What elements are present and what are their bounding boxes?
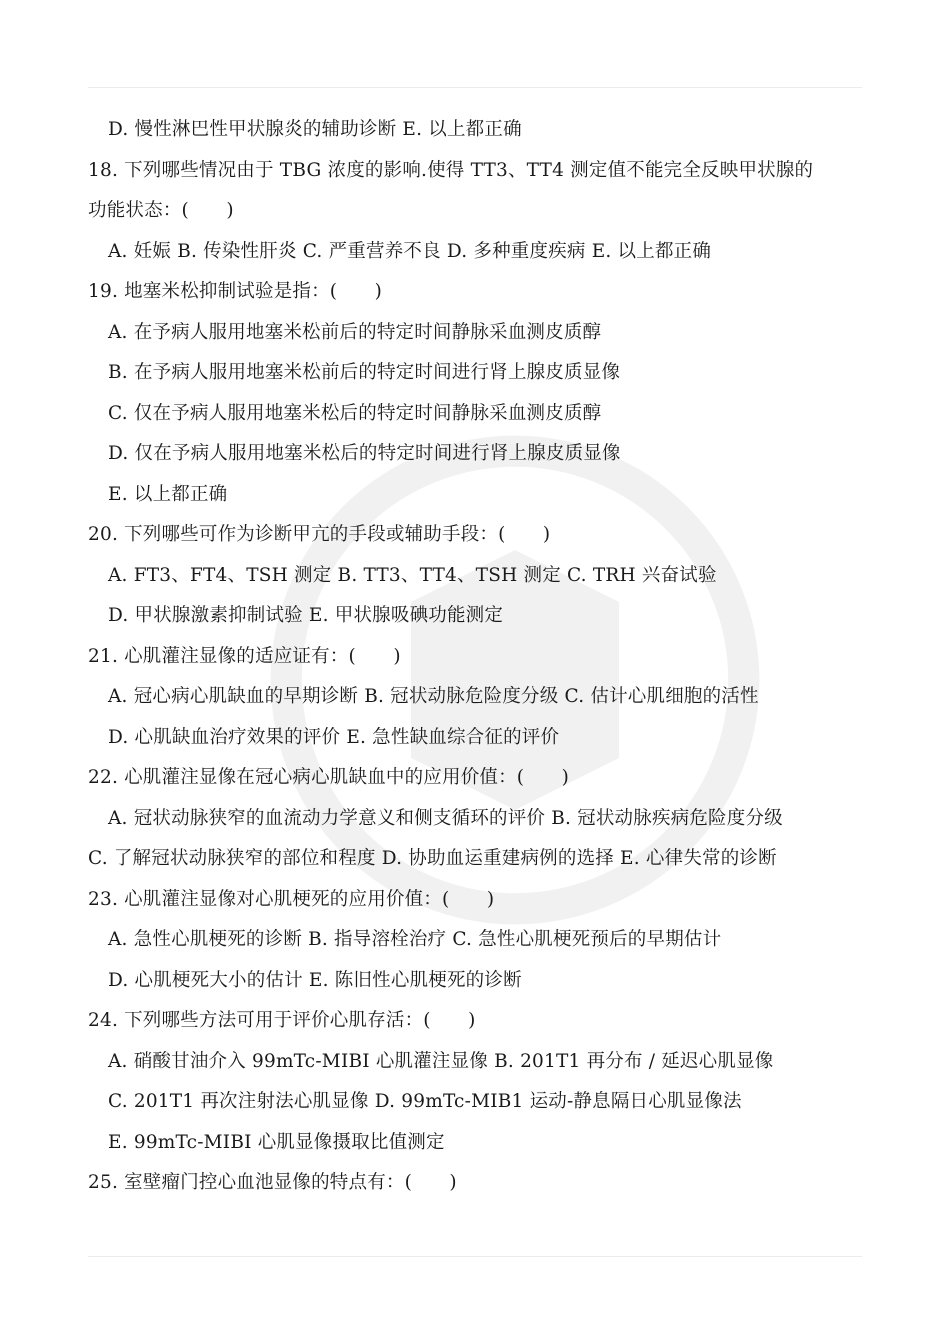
text-line: 22. 心肌灌注显像在冠心病心肌缺血中的应用价值：( ) (88, 767, 570, 788)
text-line: 24. 下列哪些方法可用于评价心肌存活：( ) (88, 1010, 476, 1031)
text-line: E. 99mTc-MIBI 心肌显像摄取比值测定 (108, 1131, 445, 1153)
text-line: B. 在予病人服用地塞米松前后的特定时间进行肾上腺皮质显像 (108, 362, 621, 383)
text-line: 18. 下列哪些情况由于 TBG 浓度的影响.使得 TT3、TT4 测定值不能完全反映甲状腺的 (88, 159, 814, 181)
text-line: A. 冠心病心肌缺血的早期诊断 B. 冠状动脉危险度分级 C. 估计心肌细胞的活性 (108, 686, 759, 707)
footer-rule (88, 1256, 862, 1257)
text-line: A. 妊娠 B. 传染性肝炎 C. 严重营养不良 D. 多种重度疾病 E. 以上都正确 (108, 240, 712, 262)
text-line: C. 仅在予病人服用地塞米松后的特定时间静脉采血测皮质醇 (108, 402, 602, 424)
text-line: 21. 心肌灌注显像的适应证有：( ) (88, 645, 401, 667)
text-line: D. 慢性淋巴性甲状腺炎的辅助诊断 E. 以上都正确 (108, 119, 522, 140)
text-line: 19. 地塞米松抑制试验是指：( ) (88, 281, 383, 302)
text-line: E. 以上都正确 (108, 483, 228, 505)
text-line: A. 在予病人服用地塞米松前后的特定时间静脉采血测皮质醇 (108, 321, 602, 343)
text-line: 20. 下列哪些可作为诊断甲亢的手段或辅助手段：( ) (88, 524, 551, 545)
text-line: 25. 室壁瘤门控心血池显像的特点有：( ) (88, 1172, 457, 1193)
text-line: A. 冠状动脉狭窄的血流动力学意义和侧支循环的评价 B. 冠状动脉疾病危险度分级 (108, 807, 783, 829)
text-line: 23. 心肌灌注显像对心肌梗死的应用价值：( ) (88, 888, 495, 910)
text-line: D. 心肌缺血治疗效果的评价 E. 急性缺血综合征的评价 (108, 726, 560, 748)
document-page (88, 110, 868, 1204)
text-line: D. 甲状腺激素抑制试验 E. 甲状腺吸碘功能测定 (108, 605, 504, 626)
text-line: A. FT3、FT4、TSH 测定 B. TT3、TT4、TSH 测定 C. TRH 兴奋试验 (108, 564, 717, 586)
text-line: D. 心肌梗死大小的估计 E. 陈旧性心肌梗死的诊断 (108, 969, 522, 991)
text-line: C. 201T1 再次注射法心肌显像 D. 99mTc-MIB1 运动-静息隔日心肌显像法 (108, 1091, 742, 1112)
text-line: A. 硝酸甘油介入 99mTc-MIBI 心肌灌注显像 B. 201T1 再分布 / 延迟心肌显像 (108, 1050, 774, 1072)
text-line: D. 仅在予病人服用地塞米松后的特定时间进行肾上腺皮质显像 (108, 443, 621, 464)
text-line: C. 了解冠状动脉狭窄的部位和程度 D. 协助血运重建病例的选择 E. 心律失常的诊断 (88, 848, 777, 869)
header-rule (88, 87, 862, 88)
text-line: A. 急性心肌梗死的诊断 B. 指导溶栓治疗 C. 急性心肌梗死预后的早期估计 (108, 929, 722, 950)
text-line: 功能状态：( ) (88, 200, 234, 221)
